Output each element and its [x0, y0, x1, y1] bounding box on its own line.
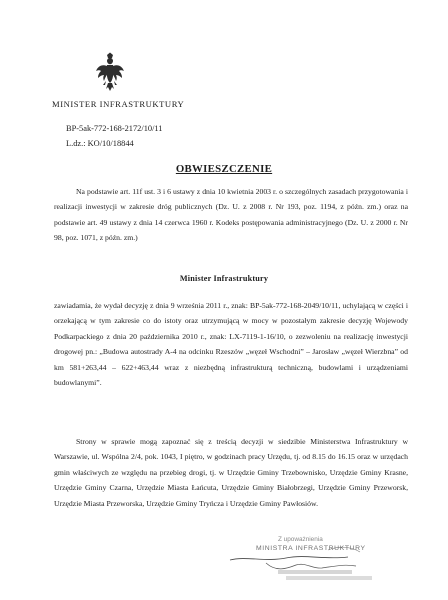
signature-stamp	[226, 536, 386, 584]
paragraph-access-info: Strony w sprawie mogą zapoznać się z treścią decyzji w siedzibie Ministerstwa Infrastruktury w Warszawie, ul. Wspólna 2/4, pok. 1043, I piętro, w godzinach pracy Urzędu, tj. od 8.15 do 16.15 oraz w urzędach gmin właściwych ze względu na przebieg drogi, tj. w Urzędzie Gminy Trzebownisko, Urzędzie Gminy Krasne, Urzędzie Gminy Czarna, Urzędzie Miasta Łańcuta, Urzędzie Gminy Białobrzegi, Urzędzie Gminy Przeworsk, Urzędzie Miasta Przeworska, Urzędzie Gminy Tryńcza i Urzędzie Gminy Pawłosiów.	[54, 437, 408, 508]
case-number: BP-5ak-772-168-2172/10/11	[66, 124, 163, 133]
registry-number: L.dz.: KO/10/18844	[66, 139, 134, 148]
document-title: OBWIESZCZENIE	[175, 163, 273, 175]
stamp-ministry-line: MINISTRA INFRASTRUKTURY	[256, 545, 366, 552]
polish-eagle-emblem-icon	[95, 52, 125, 94]
paragraph-legal-basis: Na podstawie art. 11f ust. 3 i 6 ustawy z dnia 10 kwietnia 2003 r. o szczególnych zasadach przygotowania i realizacji inwestycji w zakresie dróg publicznych (Dz. U. z 2008 r. Nr 193, poz. 1194, z późn. zm.) oraz na podstawie art. 49 ustawy z dnia 14 czerwca 1960 r. Kodeks postępowania administracyjnego (Dz. U. z 2000 r. Nr 98, poz. 1071, z późn. zm.)	[54, 187, 408, 243]
minister-heading: Minister Infrastruktury	[179, 274, 269, 283]
ministry-name: MINISTER INFRASTRUKTURY	[52, 99, 185, 109]
handwritten-signature	[226, 536, 386, 584]
stamp-authorization-line: Z upoważnienia	[278, 536, 323, 543]
paragraph-decision: zawiadamia, że wydał decyzję z dnia 9 września 2011 r., znak: BP-5ak-772-168-2049/10/11, uchylającą w części i orzekającą w tym zakresie co do istoty oraz utrzymującą w mocy w pozostałym zakresie decyzję Wojewody Podkarpackiego z dnia 20 października 2010 r., znak: LX-7119-1-16/10, o zezwoleniu na realizację inwestycji drogowej pn.: „Budowa autostrady A-4 na odcinku Rzeszów „węzeł Wschodni” – Jarosław „węzeł Wierzbna” od km 581+263,44 – 622+463,44 wraz z niezbędną infrastrukturą techniczną, budowlami i urządzeniami budowlanymi”.	[54, 301, 408, 388]
